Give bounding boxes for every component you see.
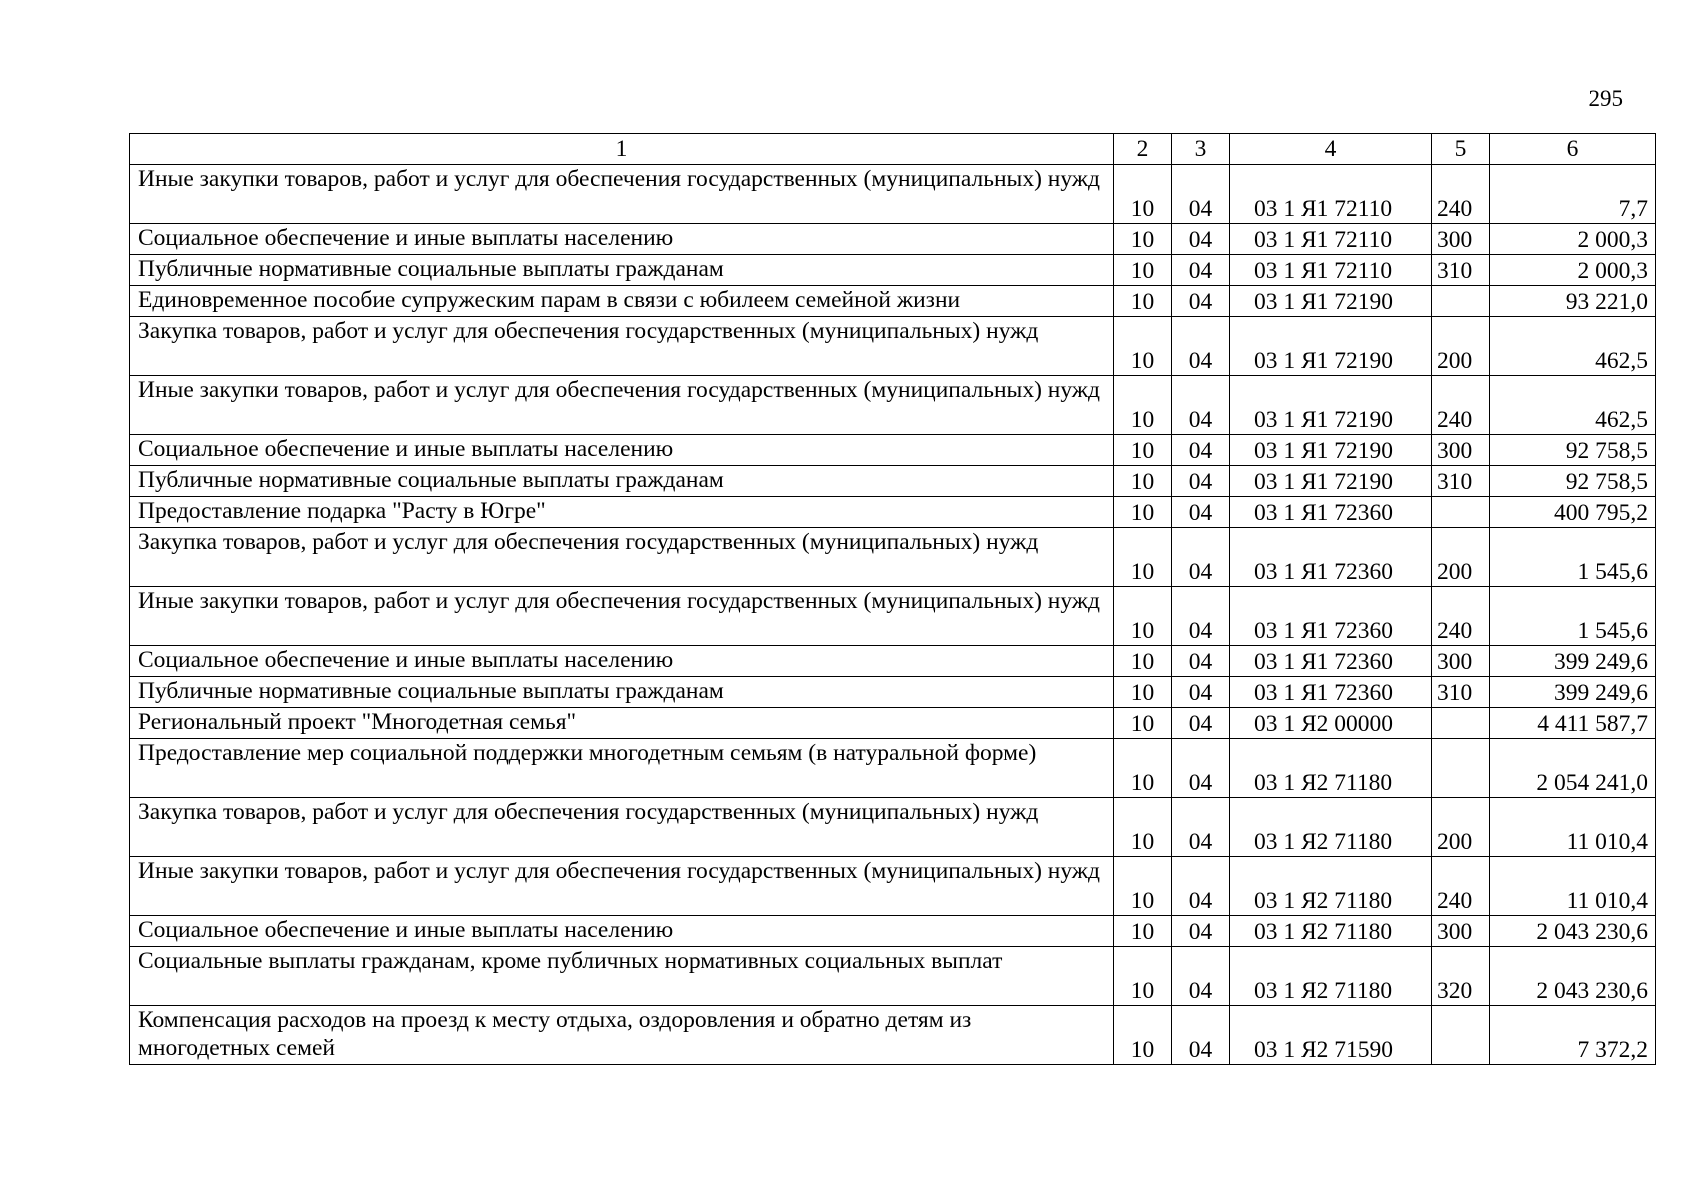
column-header: 2 (1114, 134, 1172, 165)
budget-table (129, 133, 1656, 1065)
target-article-code: 03 1 Я2 71590 (1230, 1006, 1432, 1065)
expense-name: Социальное обеспечение и иные выплаты населению (130, 646, 1114, 677)
expense-type-code: 300 (1432, 916, 1490, 947)
target-article-code: 03 1 Я1 72190 (1230, 376, 1432, 435)
expense-name: Иные закупки товаров, работ и услуг для обеспечения государственных (муниципальных) нужд (130, 376, 1114, 435)
target-article-code: 03 1 Я1 72110 (1230, 255, 1432, 286)
table-row (130, 286, 1656, 317)
subsection-code: 04 (1172, 798, 1230, 857)
target-article-code: 03 1 Я1 72110 (1230, 224, 1432, 255)
expense-name: Публичные нормативные социальные выплаты гражданам (130, 677, 1114, 708)
expense-type-code: 300 (1432, 435, 1490, 466)
table-row (130, 857, 1656, 916)
expense-type-code: 300 (1432, 646, 1490, 677)
subsection-code: 04 (1172, 497, 1230, 528)
subsection-code: 04 (1172, 587, 1230, 646)
amount: 11 010,4 (1490, 798, 1656, 857)
table-row (130, 317, 1656, 376)
target-article-code: 03 1 Я1 72190 (1230, 317, 1432, 376)
subsection-code: 04 (1172, 708, 1230, 739)
expense-name: Закупка товаров, работ и услуг для обеспечения государственных (муниципальных) нужд (130, 798, 1114, 857)
table-row (130, 587, 1656, 646)
section-code: 10 (1114, 255, 1172, 286)
subsection-code: 04 (1172, 677, 1230, 708)
section-code: 10 (1114, 224, 1172, 255)
subsection-code: 04 (1172, 255, 1230, 286)
expense-name: Закупка товаров, работ и услуг для обеспечения государственных (муниципальных) нужд (130, 317, 1114, 376)
section-code: 10 (1114, 286, 1172, 317)
expense-type-code: 200 (1432, 798, 1490, 857)
subsection-code: 04 (1172, 739, 1230, 798)
expense-name: Публичные нормативные социальные выплаты гражданам (130, 466, 1114, 497)
section-code: 10 (1114, 708, 1172, 739)
expense-type-code (1432, 497, 1490, 528)
amount: 399 249,6 (1490, 646, 1656, 677)
target-article-code: 03 1 Я1 72110 (1230, 165, 1432, 224)
expense-name: Единовременное пособие супружеским парам в связи с юбилеем семейной жизни (130, 286, 1114, 317)
expense-name: Публичные нормативные социальные выплаты гражданам (130, 255, 1114, 286)
section-code: 10 (1114, 528, 1172, 587)
amount: 1 545,6 (1490, 587, 1656, 646)
table-row (130, 376, 1656, 435)
table-row (130, 798, 1656, 857)
column-header: 5 (1432, 134, 1490, 165)
table-row (130, 528, 1656, 587)
expense-type-code: 310 (1432, 466, 1490, 497)
amount: 462,5 (1490, 376, 1656, 435)
target-article-code: 03 1 Я2 71180 (1230, 916, 1432, 947)
target-article-code: 03 1 Я1 72360 (1230, 646, 1432, 677)
section-code: 10 (1114, 646, 1172, 677)
expense-type-code: 320 (1432, 947, 1490, 1006)
expense-type-code: 200 (1432, 528, 1490, 587)
section-code: 10 (1114, 857, 1172, 916)
section-code: 10 (1114, 739, 1172, 798)
target-article-code: 03 1 Я1 72360 (1230, 587, 1432, 646)
target-article-code: 03 1 Я1 72360 (1230, 528, 1432, 587)
section-code: 10 (1114, 317, 1172, 376)
target-article-code: 03 1 Я2 71180 (1230, 857, 1432, 916)
expense-name: Иные закупки товаров, работ и услуг для обеспечения государственных (муниципальных) нужд (130, 587, 1114, 646)
expense-name: Иные закупки товаров, работ и услуг для обеспечения государственных (муниципальных) нужд (130, 165, 1114, 224)
table-row (130, 224, 1656, 255)
table-row (130, 255, 1656, 286)
amount: 2 043 230,6 (1490, 947, 1656, 1006)
section-code: 10 (1114, 497, 1172, 528)
subsection-code: 04 (1172, 528, 1230, 587)
section-code: 10 (1114, 947, 1172, 1006)
target-article-code: 03 1 Я2 71180 (1230, 947, 1432, 1006)
table-row (130, 708, 1656, 739)
target-article-code: 03 1 Я1 72360 (1230, 677, 1432, 708)
section-code: 10 (1114, 798, 1172, 857)
target-article-code: 03 1 Я2 71180 (1230, 798, 1432, 857)
expense-name: Региональный проект "Многодетная семья" (130, 708, 1114, 739)
table-row (130, 466, 1656, 497)
amount: 1 545,6 (1490, 528, 1656, 587)
target-article-code: 03 1 Я1 72190 (1230, 466, 1432, 497)
amount: 2 000,3 (1490, 224, 1656, 255)
expense-type-code: 310 (1432, 255, 1490, 286)
table-row (130, 677, 1656, 708)
expense-name: Социальные выплаты гражданам, кроме публичных нормативных социальных выплат (130, 947, 1114, 1006)
table-row (130, 1006, 1656, 1065)
section-code: 10 (1114, 466, 1172, 497)
subsection-code: 04 (1172, 857, 1230, 916)
page-number: 295 (1588, 86, 1623, 111)
amount: 2 000,3 (1490, 255, 1656, 286)
subsection-code: 04 (1172, 376, 1230, 435)
subsection-code: 04 (1172, 646, 1230, 677)
column-header: 4 (1230, 134, 1432, 165)
amount: 400 795,2 (1490, 497, 1656, 528)
table-row (130, 646, 1656, 677)
expense-type-code (1432, 739, 1490, 798)
expense-type-code: 240 (1432, 587, 1490, 646)
table-row (130, 947, 1656, 1006)
expense-type-code: 310 (1432, 677, 1490, 708)
amount: 92 758,5 (1490, 435, 1656, 466)
table-row (130, 739, 1656, 798)
section-code: 10 (1114, 916, 1172, 947)
amount: 11 010,4 (1490, 857, 1656, 916)
amount: 93 221,0 (1490, 286, 1656, 317)
expense-type-code: 240 (1432, 857, 1490, 916)
amount: 2 043 230,6 (1490, 916, 1656, 947)
section-code: 10 (1114, 587, 1172, 646)
section-code: 10 (1114, 677, 1172, 708)
expense-type-code: 300 (1432, 224, 1490, 255)
target-article-code: 03 1 Я1 72190 (1230, 435, 1432, 466)
expense-name: Социальное обеспечение и иные выплаты населению (130, 435, 1114, 466)
subsection-code: 04 (1172, 224, 1230, 255)
amount: 399 249,6 (1490, 677, 1656, 708)
header-row (130, 134, 1656, 165)
amount: 2 054 241,0 (1490, 739, 1656, 798)
column-header: 3 (1172, 134, 1230, 165)
expense-type-code: 240 (1432, 376, 1490, 435)
expense-type-code (1432, 286, 1490, 317)
table-row (130, 165, 1656, 224)
subsection-code: 04 (1172, 317, 1230, 376)
expense-name: Социальное обеспечение и иные выплаты населению (130, 916, 1114, 947)
subsection-code: 04 (1172, 435, 1230, 466)
expense-type-code: 240 (1432, 165, 1490, 224)
amount: 4 411 587,7 (1490, 708, 1656, 739)
amount: 462,5 (1490, 317, 1656, 376)
column-header: 6 (1490, 134, 1656, 165)
section-code: 10 (1114, 435, 1172, 466)
table-row (130, 916, 1656, 947)
amount: 7,7 (1490, 165, 1656, 224)
subsection-code: 04 (1172, 165, 1230, 224)
subsection-code: 04 (1172, 466, 1230, 497)
target-article-code: 03 1 Я2 71180 (1230, 739, 1432, 798)
section-code: 10 (1114, 1006, 1172, 1065)
target-article-code: 03 1 Я2 00000 (1230, 708, 1432, 739)
target-article-code: 03 1 Я1 72360 (1230, 497, 1432, 528)
amount: 92 758,5 (1490, 466, 1656, 497)
column-header: 1 (130, 134, 1114, 165)
expense-name: Закупка товаров, работ и услуг для обеспечения государственных (муниципальных) нужд (130, 528, 1114, 587)
expense-name: Предоставление подарка "Расту в Югре" (130, 497, 1114, 528)
section-code: 10 (1114, 165, 1172, 224)
section-code: 10 (1114, 376, 1172, 435)
subsection-code: 04 (1172, 947, 1230, 1006)
table-row (130, 497, 1656, 528)
expense-type-code (1432, 708, 1490, 739)
amount: 7 372,2 (1490, 1006, 1656, 1065)
subsection-code: 04 (1172, 286, 1230, 317)
subsection-code: 04 (1172, 1006, 1230, 1065)
target-article-code: 03 1 Я1 72190 (1230, 286, 1432, 317)
subsection-code: 04 (1172, 916, 1230, 947)
expense-type-code: 200 (1432, 317, 1490, 376)
expense-name: Компенсация расходов на проезд к месту отдыха, оздоровления и обратно детям из многодетных семей (130, 1006, 1114, 1065)
table-row (130, 435, 1656, 466)
expense-name: Иные закупки товаров, работ и услуг для обеспечения государственных (муниципальных) нужд (130, 857, 1114, 916)
expense-name: Социальное обеспечение и иные выплаты населению (130, 224, 1114, 255)
expense-type-code (1432, 1006, 1490, 1065)
expense-name: Предоставление мер социальной поддержки многодетным семьям (в натуральной форме) (130, 739, 1114, 798)
